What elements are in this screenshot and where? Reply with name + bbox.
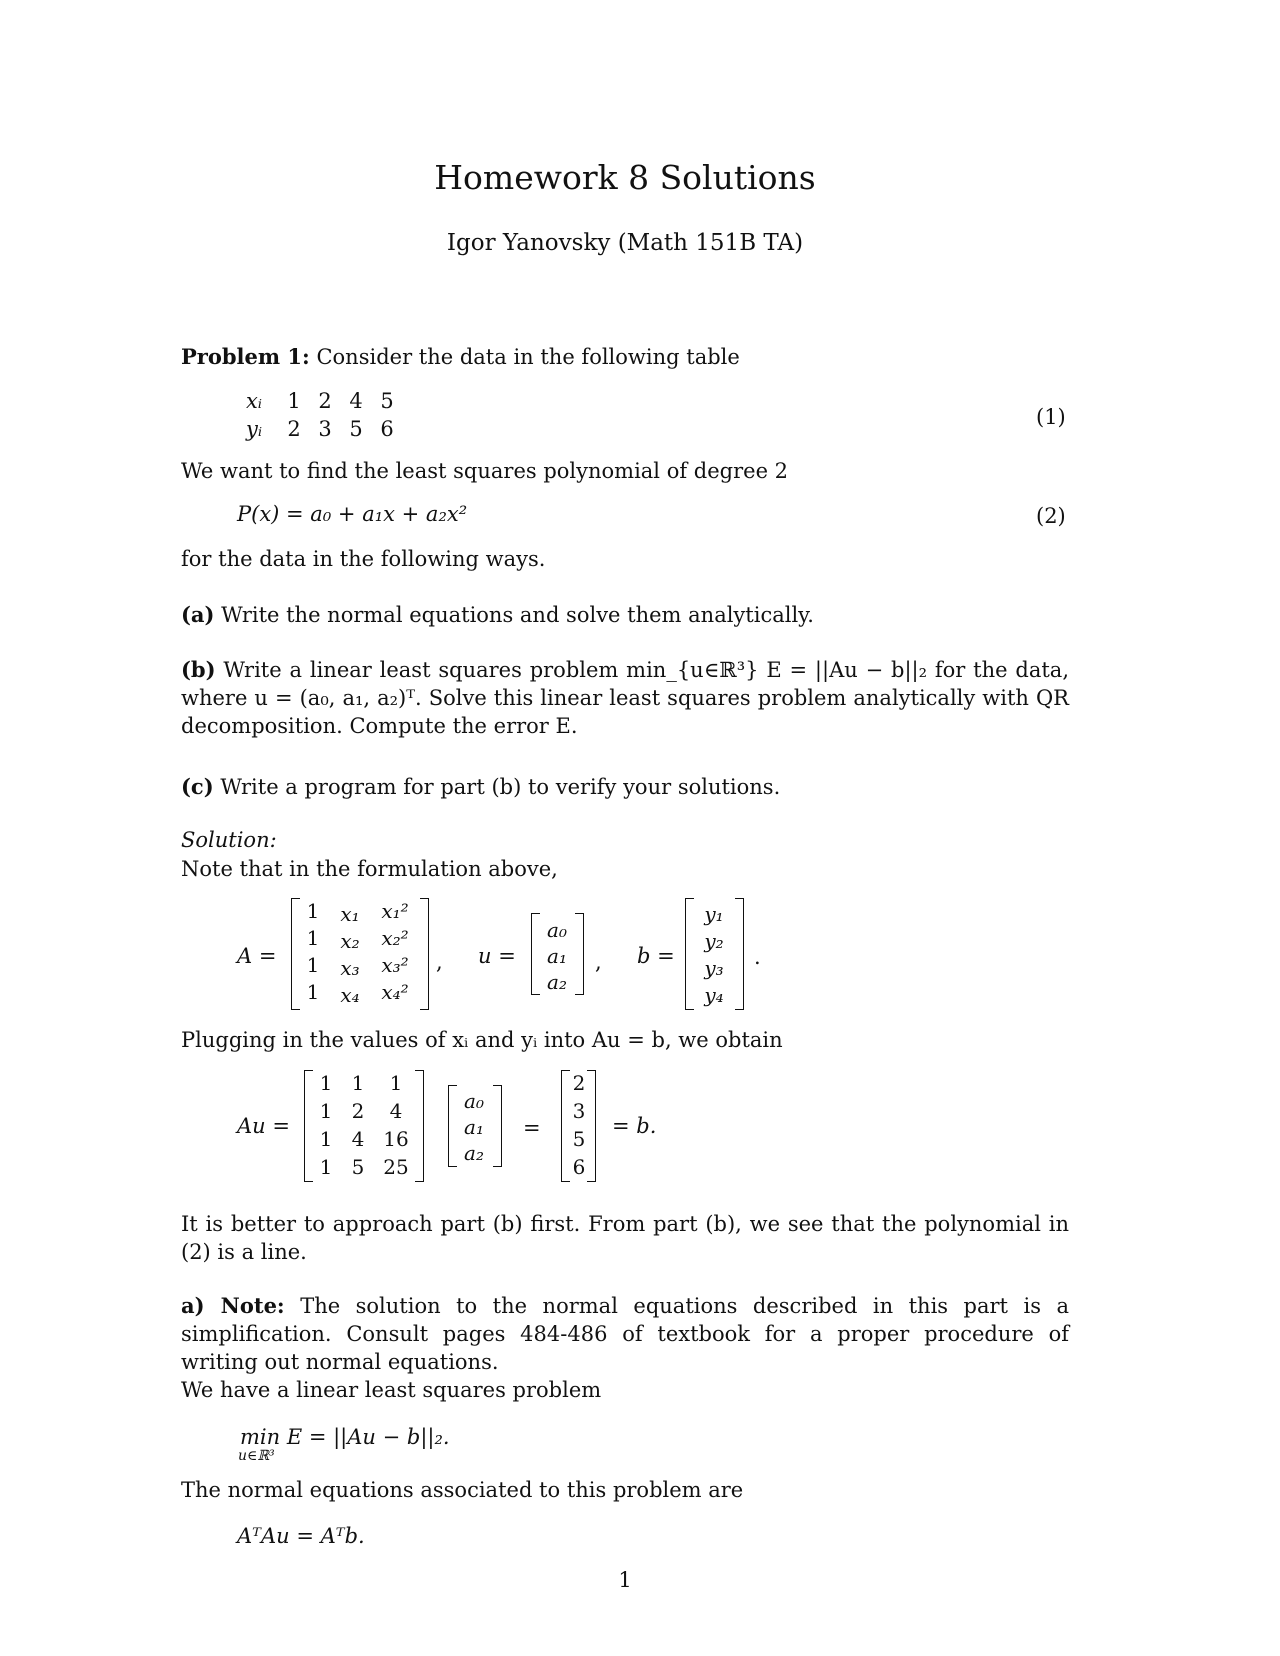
u-left-bracket (531, 913, 540, 995)
table-x-cell: 1 (287, 389, 301, 413)
normal-equation: AᵀAu = Aᵀb. (237, 1524, 365, 1548)
u-cell: a₁ (547, 944, 567, 968)
a-note-label: a) Note: (181, 1293, 285, 1318)
numeric-matrix-right-bracket (415, 1070, 424, 1182)
part-c-text: Write a program for part (b) to verify your solutions. (220, 775, 781, 799)
A-cell: 1 (306, 980, 320, 1004)
table-y-cell: 3 (318, 417, 332, 441)
b-cell: y₃ (704, 956, 724, 980)
A-cell: x₄ (340, 983, 360, 1007)
note-text: Note that in the formulation above, (181, 857, 558, 881)
numeric-b-cell: 6 (572, 1155, 586, 1179)
b-cell: y₁ (704, 902, 724, 926)
better-text: It is better to approach part (b) first. From part (b), we see that the polynomial in (2) is a line. (181, 1212, 1069, 1264)
problem-intro (181, 346, 740, 368)
solution-label: Solution: (181, 828, 277, 852)
table-y-cell: 5 (349, 417, 363, 441)
page-title: Homework 8 Solutions (434, 158, 816, 197)
numeric-b-cell: 2 (572, 1071, 586, 1095)
numeric-cell: 4 (389, 1099, 403, 1123)
numeric-cell: 1 (319, 1071, 333, 1095)
numeric-u-cell: a₂ (464, 1141, 484, 1165)
A-cell: 1 (306, 953, 320, 977)
table-x-cell: 2 (318, 389, 332, 413)
page-number: 1 (618, 1568, 632, 1592)
numeric-cell: 1 (319, 1127, 333, 1151)
u-cell: a₂ (547, 970, 567, 994)
u-cell: a₀ (547, 918, 567, 942)
table-y-cell: 6 (380, 417, 394, 441)
A-cell: x₁² (381, 899, 409, 923)
a-note-text: The solution to the normal equations described in this part is a simplification. Consult pages 484-486 of textbook for a proper procedure of writing out normal equations. (181, 1294, 1069, 1374)
part-a-label: (a) (181, 602, 215, 627)
normal-text: The normal equations associated to this problem are (181, 1478, 744, 1502)
u-right-bracket (575, 913, 584, 995)
A-cell: x₄² (381, 980, 409, 1004)
A-label: A = (237, 944, 277, 968)
part-c-label: (c) (181, 774, 214, 799)
b-cell: y₂ (704, 929, 724, 953)
part-b (181, 656, 1069, 740)
b-label: b = (637, 944, 675, 968)
b-left-bracket (685, 898, 694, 1010)
problem-intro-text: Consider the data in the following table (316, 345, 740, 369)
A-cell: x₁ (340, 902, 360, 926)
numeric-matrix-left-bracket (304, 1070, 313, 1182)
A-cell: x₂² (381, 926, 409, 950)
ways-text: for the data in the following ways. (181, 547, 546, 571)
table-x-cell: 5 (380, 389, 394, 413)
min-equation: min E = ||Au − b||₂. (240, 1425, 450, 1449)
polynomial-equation: P(x) = a₀ + a₁x + a₂x² (237, 502, 468, 526)
plug-text: Plugging in the values of xᵢ and yᵢ into Au = b, we obtain (181, 1028, 783, 1052)
numeric-cell: 2 (351, 1099, 365, 1123)
part-b-label: (b) (181, 657, 216, 682)
author-line: Igor Yanovsky (Math 151B TA) (446, 230, 804, 256)
min-subscript: u∈ℝ³ (238, 1448, 275, 1464)
A-cell: x₃² (381, 953, 409, 977)
equation-number-1: (1) (1036, 405, 1066, 429)
part-c (181, 776, 780, 798)
comma: , (595, 950, 602, 974)
Au-label: Au = (237, 1114, 290, 1138)
numeric-u-left-bracket (448, 1085, 457, 1167)
table-x-label: xᵢ (245, 389, 263, 413)
A-left-bracket (291, 898, 300, 1010)
part-a (181, 604, 814, 626)
numeric-cell: 5 (351, 1155, 365, 1179)
numeric-cell: 4 (351, 1127, 365, 1151)
numeric-b-cell: 3 (572, 1099, 586, 1123)
we-have-text: We have a linear least squares problem (181, 1378, 602, 1402)
A-cell: 1 (306, 899, 320, 923)
problem-label: Problem 1: (181, 344, 310, 369)
period: . (754, 945, 761, 969)
table-y-cell: 2 (287, 417, 301, 441)
numeric-u-cell: a₁ (464, 1115, 484, 1139)
u-label: u = (478, 944, 516, 968)
numeric-b-cell: 5 (572, 1127, 586, 1151)
part-a-text: Write the normal equations and solve them analytically. (221, 603, 814, 627)
table-y-label: yᵢ (245, 417, 263, 441)
numeric-cell: 1 (351, 1071, 365, 1095)
part-b-text: Write a linear least squares problem min_{u∈ℝ³} E = ||Au − b||₂ for the data, where u = (a₀, a₁, a₂)ᵀ. Solve this linear least squares problem analytically with QR decomposition. Compute the error E. (181, 658, 1069, 738)
A-cell: x₃ (340, 956, 360, 980)
a-note (181, 1292, 1069, 1376)
numeric-cell: 1 (389, 1071, 403, 1095)
A-cell: 1 (306, 926, 320, 950)
table-x-cell: 4 (349, 389, 363, 413)
b-cell: y₄ (704, 983, 724, 1007)
b-right-bracket (735, 898, 744, 1010)
A-cell: x₂ (340, 929, 360, 953)
want-text: We want to find the least squares polynomial of degree 2 (181, 459, 789, 483)
numeric-cell: 16 (383, 1127, 409, 1151)
A-right-bracket (420, 898, 429, 1010)
numeric-cell: 1 (319, 1155, 333, 1179)
equation-number-2: (2) (1036, 504, 1066, 528)
numeric-cell: 1 (319, 1099, 333, 1123)
equals-sign: = (523, 1116, 541, 1140)
numeric-u-cell: a₀ (464, 1089, 484, 1113)
equals-b: = b. (612, 1114, 657, 1138)
numeric-cell: 25 (383, 1155, 409, 1179)
numeric-u-right-bracket (493, 1085, 502, 1167)
comma: , (436, 950, 443, 974)
